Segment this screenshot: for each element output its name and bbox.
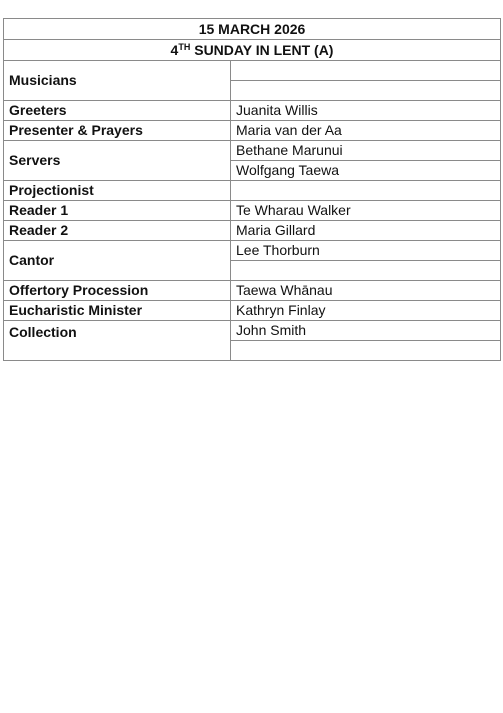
occasion-ordinal-number: 4 (170, 42, 179, 58)
occasion-row (4, 40, 501, 61)
role-collection: Collection (4, 321, 231, 361)
role-servers: Servers (4, 141, 231, 181)
table-row (4, 61, 501, 81)
role-greeters: Greeters (4, 101, 231, 121)
person-musicians-1 (231, 61, 501, 81)
table-row (4, 181, 501, 201)
roster-table (3, 18, 501, 361)
role-musicians: Musicians (4, 61, 231, 101)
role-presenter-prayers: Presenter & Prayers (4, 121, 231, 141)
person-projectionist (231, 181, 501, 201)
role-reader-1: Reader 1 (4, 201, 231, 221)
person-servers-2: Wolfgang Taewa (231, 161, 501, 181)
role-offertory-procession: Offertory Procession (4, 281, 231, 301)
table-row (4, 221, 501, 241)
person-musicians-2 (231, 81, 501, 101)
table-row (4, 201, 501, 221)
role-projectionist: Projectionist (4, 181, 231, 201)
person-collection-2 (231, 341, 501, 361)
table-row (4, 121, 501, 141)
person-cantor-2 (231, 261, 501, 281)
table-row (4, 101, 501, 121)
person-cantor-1: Lee Thorburn (231, 241, 501, 261)
table-row (4, 321, 501, 341)
service-date: 15 MARCH 2026 (4, 19, 501, 40)
occasion-title: SUNDAY IN LENT (A) (190, 42, 334, 58)
role-cantor: Cantor (4, 241, 231, 281)
role-reader-2: Reader 2 (4, 221, 231, 241)
person-reader-1: Te Wharau Walker (231, 201, 501, 221)
occasion-ordinal-suffix: TH (178, 42, 191, 52)
service-occasion (4, 40, 501, 61)
date-row (4, 19, 501, 40)
table-row (4, 281, 501, 301)
person-servers-1: Bethane Marunui (231, 141, 501, 161)
person-eucharistic-minister: Kathryn Finlay (231, 301, 501, 321)
person-reader-2: Maria Gillard (231, 221, 501, 241)
table-row (4, 301, 501, 321)
table-row (4, 141, 501, 161)
table-row (4, 241, 501, 261)
role-eucharistic-minister: Eucharistic Minister (4, 301, 231, 321)
person-offertory-procession: Taewa Whānau (231, 281, 501, 301)
person-collection-1: John Smith (231, 321, 501, 341)
person-presenter-prayers: Maria van der Aa (231, 121, 501, 141)
person-greeters: Juanita Willis (231, 101, 501, 121)
